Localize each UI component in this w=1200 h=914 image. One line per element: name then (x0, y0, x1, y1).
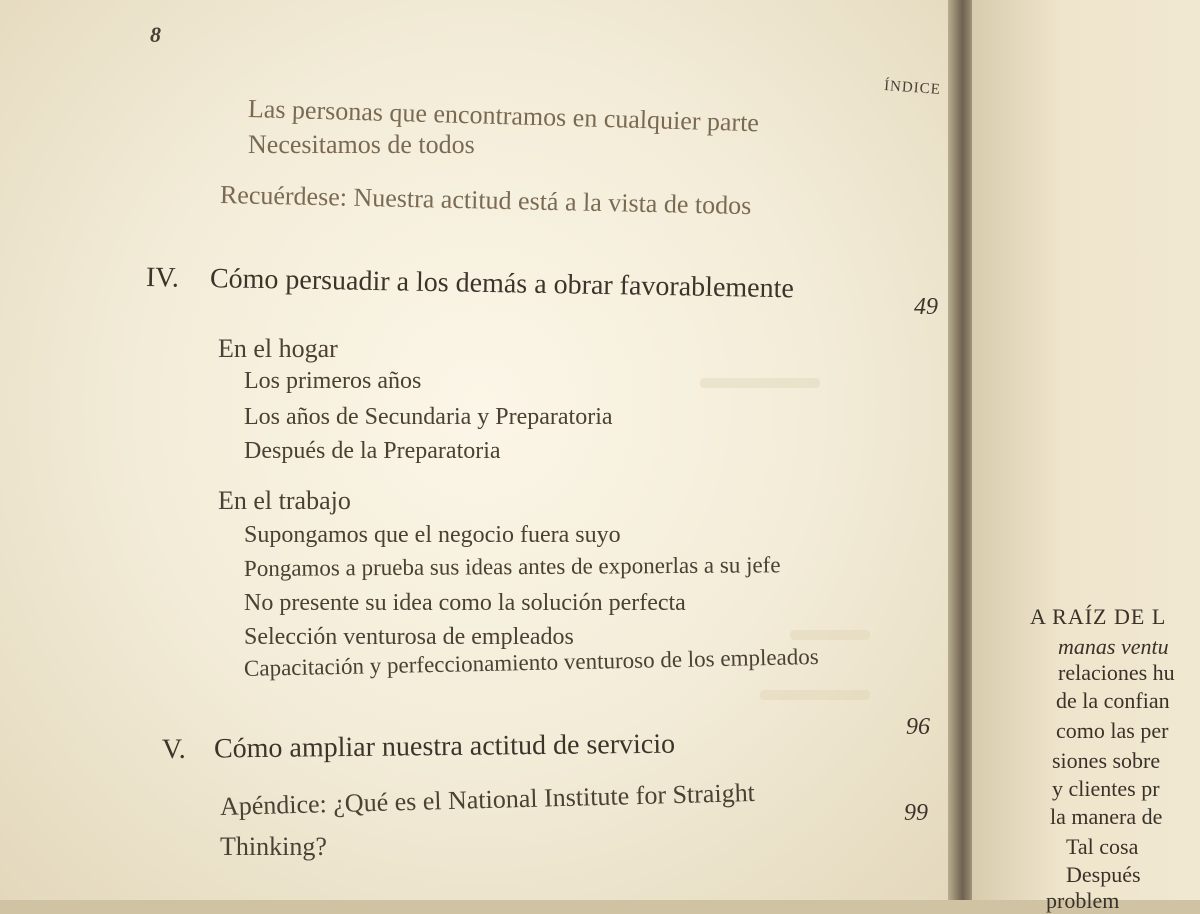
bleed-through (790, 630, 870, 640)
section-title: En el hogar (218, 334, 338, 363)
chapter-5-heading (162, 729, 675, 766)
chapter-number: IV. (145, 262, 180, 294)
toc-item: Las personas que encontramos en cualquier parte (247, 94, 760, 138)
page-number: 8 (150, 22, 161, 47)
toc-item: Supongamos que el negocio fuera suyo (244, 522, 621, 548)
chapter-title: Cómo persuadir a los demás a obrar favorablemente (209, 263, 795, 305)
right-page (972, 0, 1200, 913)
toc-item: Capacitación y perfeccionamiento venturoso de los empleados (243, 643, 819, 681)
toc-item: Pongamos a prueba sus ideas antes de exponerlas a su jefe (243, 552, 781, 581)
chapter-5-page: 96 (906, 714, 930, 740)
chapter-4-page: 49 (914, 294, 938, 320)
appendix-title-line-1: Apéndice: ¿Qué es el National Institute for Straight (219, 778, 756, 821)
right-page-line: Tal cosa (1066, 834, 1139, 859)
right-page-line: de la confian (1056, 688, 1170, 713)
toc-reminder: Recuérdese: Nuestra actitud está a la vista de todos (219, 180, 752, 221)
running-head: ÍNDICE (883, 78, 942, 98)
toc-item: Después de la Preparatoria (244, 438, 501, 464)
bleed-through (700, 378, 820, 388)
toc-item: Selección venturosa de empleados (244, 624, 574, 650)
right-page-line: relaciones hu (1058, 660, 1175, 685)
chapter-title: Cómo ampliar nuestra actitud de servicio (213, 728, 676, 765)
toc-item: Necesitamos de todos (248, 130, 475, 159)
appendix-page: 99 (904, 800, 928, 826)
right-page-line: como las per (1056, 718, 1169, 743)
right-page-line: problem (1046, 888, 1120, 913)
appendix-title-line-2: Thinking? (220, 832, 327, 861)
right-page-line: Después (1066, 862, 1141, 887)
toc-item: Los primeros años (244, 368, 422, 394)
right-page-line: la manera de (1050, 804, 1163, 829)
right-page-line: manas ventu (1058, 634, 1169, 659)
bleed-through (760, 690, 870, 700)
toc-item: No presente su idea como la solución perfecta (244, 590, 686, 616)
section-title: En el trabajo (218, 486, 351, 515)
toc-item: Los años de Secundaria y Preparatoria (244, 404, 613, 430)
right-page-line: A RAÍZ DE L (1030, 604, 1167, 629)
chapter-number: V. (161, 733, 186, 765)
chapter-4-heading (146, 262, 794, 305)
right-page-line: y clientes pr (1052, 776, 1160, 801)
right-page-line: siones sobre (1052, 748, 1161, 773)
